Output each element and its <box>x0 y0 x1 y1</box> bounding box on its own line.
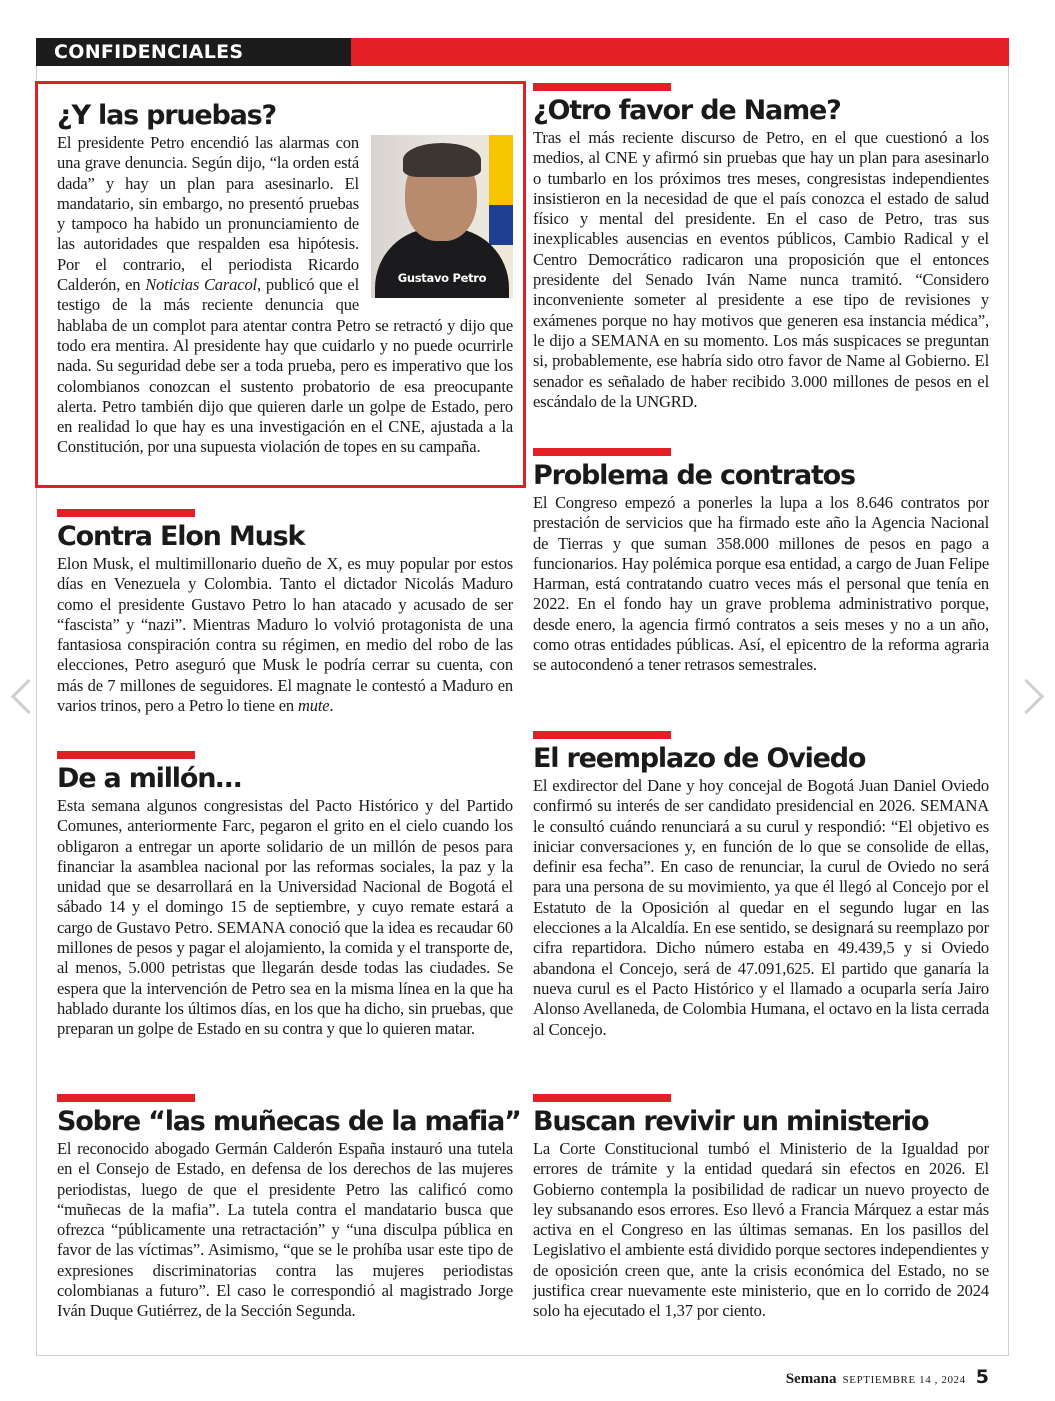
article-rule <box>533 1094 671 1102</box>
article-de-a-millon <box>57 751 513 1040</box>
article-sobre-las-munecas-de-la-mafia <box>57 1094 521 1322</box>
article-rule <box>57 751 195 759</box>
article-rule <box>533 83 671 91</box>
article-title: De a millón… <box>57 763 242 794</box>
article-body-part-1: Elon Musk, el multimillonario dueño de X, es muy popular por estos días en Venezuela y Colombia. Tanto el dictador Nicolás Maduro como el presidente Gustavo Petro lo han atacado y acusado de ser “fascista” y “nazi”. Mientras Maduro lo volvió protagonista de una fantasiosa conspiración contra su régimen, en medio del robo de las elecciones, Petro aseguró que Musk le podría cerrar su cuenta, con más de 7 millones de seguidores. El magnate le contestó a Maduro en varios trinos, pero a Petro lo tiene en <box>57 554 513 716</box>
section-title: CONFIDENCIALES <box>36 38 351 66</box>
article-body: Tras el más reciente discurso de Petro, en el que cuestionó a los medios, al CNE y afirmó sin pruebas que hay un plan para asesinarlo o tumbarlo en los próximos tres meses, congresistas independientes insistieron en la necesidad de que el país conozca el estado de salud físico y mental del presidente. En el caso de Petro, tras sus inexplicables ausencias en eventos públicos, Cambio Radical y el Centro Democrático radicaron una proposición que el entonces presidente del Senado Iván Name nunca tramitó. “Considero inconveniente someter al presidente a ese tipo de revisiones y exámenes porque no hay motivos que generen esa instancia médica”, le dijo a SEMANA en su momento. Los más suspicaces se preguntan si, probablemente, ese habría sido otro favor de Name al Gobierno. El senador es señalado de haber recibido 3.000 millones de pesos en el escándalo de la UNGRD. <box>533 128 989 411</box>
article-otro-favor-de-name <box>533 83 989 412</box>
article-body: Esta semana algunos congresistas del Pacto Histórico y del Partido Comunes, anteriormente Farc, pegaron el grito en el cielo cuando los obligaron a entregar un aporte solidario de un millón de pesos para financiar la asamblea nacional por las reformas sociales, la paz y la unidad que se desarrollará en la Universidad Nacional de Bogotá el sábado 14 y el domingo 15 de septiembre, y cuyo remate estará a cargo de Gustavo Petro. SEMANA conoció que la idea es recaudar 60 millones de pesos y pagar el alojamiento, la comida y el transporte de, al menos, 5.000 petristas que llegarán desde todas las ciudades. Se espera que la intervención de Petro sea en la misma línea en la que ha hablado durante los últimos días, en los que ha dicho, sin pruebas, que preparan un golpe de Estado en su contra y que lo quieren matar. <box>57 796 513 1039</box>
article-rule <box>57 1094 195 1102</box>
photo-hair-shape <box>403 143 481 177</box>
article-body: El reconocido abogado Germán Calderón España instauró una tutela en el Consejo de Estado, en defensa de los derechos de las mujeres periodistas, luego de que el presidente Petro las calificó como “muñecas de la mafia”. La tutela contra el mandatario busca que ofrezca “públicamente una retractación” y “una disculpa pública en favor de las víctimas”. Asimismo, “que se le prohíba usar este tipo de expresiones discriminatorias contra las mujeres periodistas colombianas a futuro”. El caso le correspondió al magistrado Jorge Iván Duque Gutiérrez, de la Sección Segunda. <box>57 1139 513 1321</box>
article-body: El Congreso empezó a ponerles la lupa a los 8.646 contratos por prestación de servicios que ha firmado este año la Agencia Nacional de Tierras y que suman 358.000 millones de pesos en pago a funcionarios. Hay polémica porque esa entidad, a cargo de Juan Felipe Harman, está contratando cuatro veces más el personal que tenía en 2022. En el fondo hay un grave problema administrativo porque, desde enero, la agencia firmó contratos a seis meses y no a un año, como otras entidades públicas. Así, el epicentro de la reforma agraria se autocondenó a tener retrasos semestrales. <box>533 493 989 675</box>
page-footer <box>786 1366 989 1388</box>
article-rule <box>533 448 671 456</box>
flag-yellow-stripe <box>489 135 513 205</box>
publication-name: Semana <box>785 1371 837 1387</box>
issue-date: SEPTIEMBRE 14 , 2024 <box>842 1374 966 1386</box>
chevron-right-icon[interactable] <box>1009 679 1044 714</box>
article-title: Problema de contratos <box>533 460 855 491</box>
article-body-part-1: El presidente Petro encendió las alarmas con una grave denuncia. Según dijo, “la orden está dada” y hay un plan para asesinarlo. El mandatario, sin embargo, no presentó pruebas y tampoco ha habido un pronunciamiento de las autoridades que respalden esa hipótesis. Por el contrario, el periodista Ricardo Calderón, en <box>57 133 359 295</box>
article-body: La Corte Constitucional tumbó el Ministerio de la Igualdad por errores de trámite y la entidad quedará sin efectos en 2026. El Gobierno contempla la posibilidad de radicar un nuevo proyecto de ley subsanando esos errores. Eso llevó a Francia Márquez a estar más activa en el Congreso en las últimas semanas. En los pasillos del Legislativo el ambiente está dividido porque sectores independientes y de oposición creen que, ante la crisis económica del Estado, no se justifica crear nuevamente este ministerio, que en lo corrido de 2024 solo ha ejecutado el 1,37 por ciento. <box>533 1139 989 1321</box>
article-title: Buscan revivir un ministerio <box>533 1106 929 1137</box>
article-title: ¿Otro favor de Name? <box>533 95 841 126</box>
article-body: El exdirector del Dane y hoy concejal de Bogotá Juan Daniel Oviedo confirmó su interés de ser candidato presidencial en 2026. SEMANA le consultó cuándo renunciará a su curul y respondió: “El objetivo es iniciar conversaciones y, en función de lo que se consolide de ellas, definir esa fecha”. En caso de renunciar, la curul de Oviedo no será para una persona de su movimiento, ya que él llegó al Concejo por el Estatuto de la Oposición al quedar en el segundo lugar en las elecciones a la Alcaldía. En ese sentido, se designará su reemplazo por cifra repartidora. Dicho número estaba en 49.439,5 y si Oviedo abandona el Concejo, será de 47.091,625. El partido que ganaría la nueva curul es el Pacto Histórico y el llamado a ocuparla sería Jairo Alonso Avellaneda, de Colombia Humana, el octavo en la lista cerrada al Concejo. <box>533 776 989 1039</box>
gustavo-petro-photo <box>371 135 513 298</box>
article-title: ¿Y las pruebas? <box>57 100 277 131</box>
article-problema-de-contratos <box>533 448 989 676</box>
article-rule <box>57 509 195 517</box>
article-body-italic: mute <box>297 696 330 716</box>
page-number: 5 <box>975 1366 989 1388</box>
article-contra-elon-musk <box>57 509 513 716</box>
photo-caption: Gustavo Petro <box>397 270 487 285</box>
article-title: Contra Elon Musk <box>57 521 305 552</box>
article-body-part-2: , publicó que el testigo de la más reciente denuncia que hablaba de un complot para atentar contra Petro se retractó y dijo que todo era mentira. Al presidente hay que cuidarlo y no puede ocurrirle nada. Su seguridad debe ser a toda prueba, pero es imperativo que los colombianos conozcan el sustento probatorio de esa preocupante alerta. Petro también dijo que quieren darle un golpe de Estado, pero en realidad lo que hay es una investigación en el CNE, ajustada a la Constitución, por una supuesta violación de topes en su campaña. <box>57 275 513 457</box>
article-body <box>57 554 513 716</box>
article-body-part-2: . <box>329 696 334 716</box>
flag-blue-stripe <box>489 205 513 245</box>
article-title: El reemplazo de Oviedo <box>533 743 866 774</box>
article-buscan-revivir-un-ministerio <box>533 1094 989 1322</box>
article-body-italic: Noticias Caracol <box>145 275 257 295</box>
article-title: Sobre “las muñecas de la mafia” <box>57 1106 521 1137</box>
article-rule <box>533 731 671 739</box>
article-el-reemplazo-de-oviedo <box>533 731 989 1040</box>
article-body <box>57 133 513 458</box>
article-y-las-pruebas <box>57 88 513 458</box>
